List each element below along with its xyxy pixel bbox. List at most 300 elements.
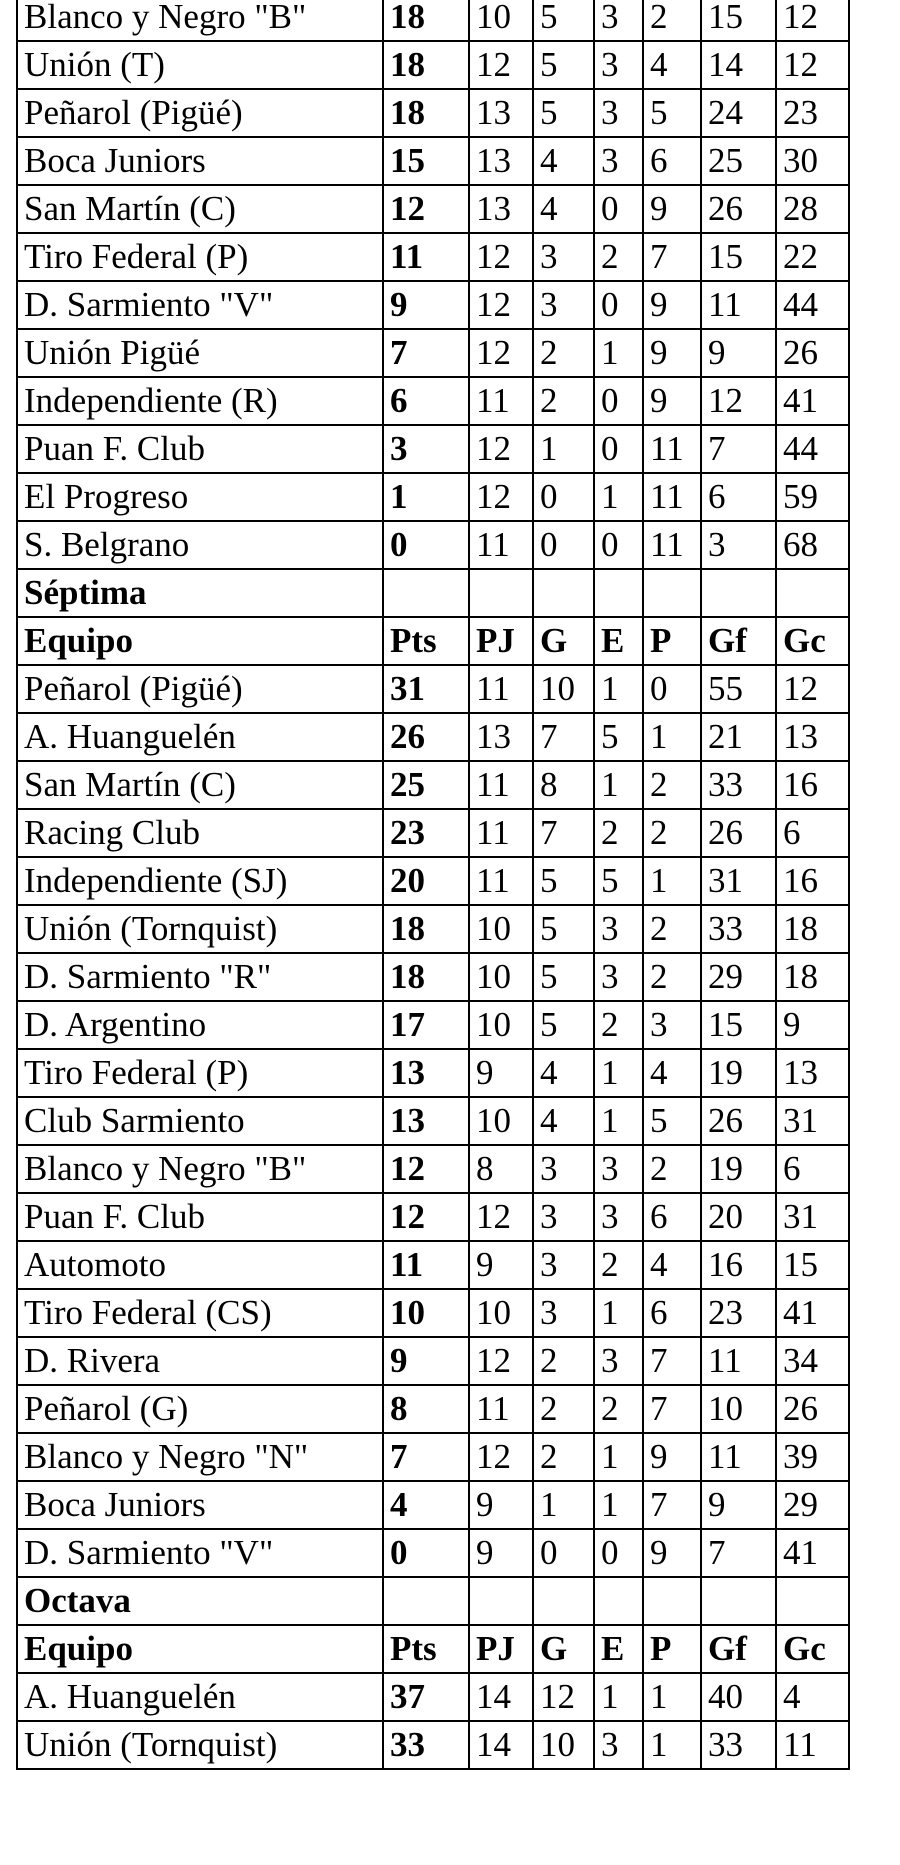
- cell-pts: 7: [383, 1433, 469, 1481]
- cell-p: 2: [643, 905, 701, 953]
- cell-e: 0: [594, 377, 643, 425]
- cell-p: 9: [643, 377, 701, 425]
- cell-gc: 12: [776, 41, 849, 89]
- table-row: [17, 1097, 849, 1145]
- cell-p: 9: [643, 185, 701, 233]
- table-row: [17, 1433, 849, 1481]
- cell-e: 1: [594, 665, 643, 713]
- table-row: [17, 1001, 849, 1049]
- cell-p: 9: [643, 329, 701, 377]
- cell-e: 3: [594, 905, 643, 953]
- cell-g: 7: [533, 713, 594, 761]
- cell-team: San Martín (C): [17, 761, 383, 809]
- cell-team: Automoto: [17, 1241, 383, 1289]
- cell-pj: 10: [469, 905, 533, 953]
- column-header-gc: Gc: [776, 1625, 849, 1673]
- cell-gc: 12: [776, 0, 849, 41]
- cell-gc: 12: [776, 665, 849, 713]
- cell-gf: 3: [701, 521, 776, 569]
- cell-pj: 11: [469, 521, 533, 569]
- cell-gf: 19: [701, 1145, 776, 1193]
- cell-team: Independiente (SJ): [17, 857, 383, 905]
- table-row: [17, 89, 849, 137]
- cell-e: 1: [594, 1433, 643, 1481]
- cell-gc: 31: [776, 1097, 849, 1145]
- cell-pj: 12: [469, 1337, 533, 1385]
- cell-pj: 9: [469, 1241, 533, 1289]
- table-row: [17, 1385, 849, 1433]
- cell-gf: 15: [701, 233, 776, 281]
- cell-e: 3: [594, 1193, 643, 1241]
- cell-gc: 15: [776, 1241, 849, 1289]
- cell-e: 0: [594, 521, 643, 569]
- cell-gf: 23: [701, 1289, 776, 1337]
- table-row: [17, 953, 849, 1001]
- cell-gf: 19: [701, 1049, 776, 1097]
- cell-pj: 12: [469, 473, 533, 521]
- column-header-gf: Gf: [701, 617, 776, 665]
- cell-p: 7: [643, 1337, 701, 1385]
- cell-pts: 18: [383, 953, 469, 1001]
- cell-g: 2: [533, 1337, 594, 1385]
- cell-g: 5: [533, 1001, 594, 1049]
- cell-pj: 10: [469, 1001, 533, 1049]
- cell-e: 1: [594, 1289, 643, 1337]
- cell-team: Racing Club: [17, 809, 383, 857]
- cell-pj: 9: [469, 1529, 533, 1577]
- cell-pts: 20: [383, 857, 469, 905]
- column-header-g: G: [533, 617, 594, 665]
- table-row: [17, 665, 849, 713]
- cell-p: 2: [643, 1145, 701, 1193]
- cell-p: 5: [643, 89, 701, 137]
- cell-g: 3: [533, 233, 594, 281]
- cell-e: 1: [594, 1049, 643, 1097]
- cell-pj: 13: [469, 185, 533, 233]
- empty-cell: [594, 569, 643, 617]
- cell-pts: 11: [383, 1241, 469, 1289]
- cell-e: 1: [594, 761, 643, 809]
- cell-e: 2: [594, 1241, 643, 1289]
- empty-cell: [383, 1577, 469, 1625]
- cell-gc: 6: [776, 809, 849, 857]
- empty-cell: [701, 1577, 776, 1625]
- cell-team: A. Huanguelén: [17, 1673, 383, 1721]
- cell-p: 7: [643, 233, 701, 281]
- table-row: [17, 185, 849, 233]
- cell-pts: 18: [383, 89, 469, 137]
- cell-g: 1: [533, 425, 594, 473]
- cell-e: 3: [594, 1145, 643, 1193]
- cell-pts: 11: [383, 233, 469, 281]
- empty-cell: [643, 1577, 701, 1625]
- cell-team: Club Sarmiento: [17, 1097, 383, 1145]
- table-row: [17, 281, 849, 329]
- cell-pj: 11: [469, 761, 533, 809]
- table-row: [17, 137, 849, 185]
- cell-g: 0: [533, 521, 594, 569]
- cell-team: Blanco y Negro "B": [17, 0, 383, 41]
- table-row: [17, 473, 849, 521]
- cell-team: D. Sarmiento "V": [17, 281, 383, 329]
- cell-gc: 22: [776, 233, 849, 281]
- cell-pts: 4: [383, 1481, 469, 1529]
- cell-p: 3: [643, 1001, 701, 1049]
- cell-pts: 18: [383, 905, 469, 953]
- cell-gc: 44: [776, 281, 849, 329]
- cell-g: 4: [533, 185, 594, 233]
- column-header-pts: Pts: [383, 617, 469, 665]
- cell-e: 5: [594, 857, 643, 905]
- cell-gf: 31: [701, 857, 776, 905]
- cell-team: D. Sarmiento "R": [17, 953, 383, 1001]
- cell-gf: 26: [701, 185, 776, 233]
- cell-p: 1: [643, 713, 701, 761]
- cell-team: Unión (Tornquist): [17, 1721, 383, 1769]
- cell-pts: 7: [383, 329, 469, 377]
- column-header-gc: Gc: [776, 617, 849, 665]
- cell-team: D. Argentino: [17, 1001, 383, 1049]
- cell-pts: 37: [383, 1673, 469, 1721]
- cell-gc: 39: [776, 1433, 849, 1481]
- cell-g: 10: [533, 1721, 594, 1769]
- empty-cell: [469, 1577, 533, 1625]
- cell-gf: 14: [701, 41, 776, 89]
- cell-pj: 10: [469, 0, 533, 41]
- cell-pts: 9: [383, 1337, 469, 1385]
- cell-team: Boca Juniors: [17, 1481, 383, 1529]
- cell-gc: 13: [776, 713, 849, 761]
- empty-cell: [594, 1577, 643, 1625]
- cell-p: 0: [643, 665, 701, 713]
- table-row: [17, 1145, 849, 1193]
- cell-team: Boca Juniors: [17, 137, 383, 185]
- cell-p: 4: [643, 41, 701, 89]
- table-row: [17, 41, 849, 89]
- empty-cell: [469, 569, 533, 617]
- cell-pts: 8: [383, 1385, 469, 1433]
- table-row: [17, 1721, 849, 1769]
- cell-pts: 0: [383, 1529, 469, 1577]
- table-row: [17, 1673, 849, 1721]
- cell-pj: 12: [469, 233, 533, 281]
- cell-gc: 9: [776, 1001, 849, 1049]
- empty-cell: [533, 569, 594, 617]
- cell-gc: 18: [776, 905, 849, 953]
- cell-pj: 8: [469, 1145, 533, 1193]
- cell-team: Blanco y Negro "B": [17, 1145, 383, 1193]
- cell-pts: 12: [383, 1145, 469, 1193]
- empty-cell: [776, 1577, 849, 1625]
- column-header-e: E: [594, 1625, 643, 1673]
- cell-team: Peñarol (Pigüé): [17, 89, 383, 137]
- cell-gf: 55: [701, 665, 776, 713]
- cell-pj: 12: [469, 425, 533, 473]
- table-row: [17, 1289, 849, 1337]
- cell-team: Blanco y Negro "N": [17, 1433, 383, 1481]
- cell-gc: 16: [776, 761, 849, 809]
- cell-gf: 6: [701, 473, 776, 521]
- cell-gf: 33: [701, 761, 776, 809]
- cell-gc: 59: [776, 473, 849, 521]
- cell-p: 4: [643, 1241, 701, 1289]
- cell-gc: 30: [776, 137, 849, 185]
- cell-team: Independiente (R): [17, 377, 383, 425]
- table-row: [17, 857, 849, 905]
- cell-team: S. Belgrano: [17, 521, 383, 569]
- cell-gc: 6: [776, 1145, 849, 1193]
- column-header-team: Equipo: [17, 1625, 383, 1673]
- standings-table: [16, 0, 850, 1770]
- cell-e: 2: [594, 1001, 643, 1049]
- cell-p: 1: [643, 1721, 701, 1769]
- cell-pts: 18: [383, 0, 469, 41]
- cell-p: 1: [643, 857, 701, 905]
- table-row: [17, 1049, 849, 1097]
- cell-gc: 23: [776, 89, 849, 137]
- cell-g: 3: [533, 1193, 594, 1241]
- cell-g: 5: [533, 0, 594, 41]
- cell-p: 7: [643, 1481, 701, 1529]
- cell-e: 2: [594, 809, 643, 857]
- cell-p: 11: [643, 425, 701, 473]
- header-row: [17, 617, 849, 665]
- empty-cell: [701, 569, 776, 617]
- cell-team: El Progreso: [17, 473, 383, 521]
- cell-g: 4: [533, 1049, 594, 1097]
- cell-g: 1: [533, 1481, 594, 1529]
- cell-gc: 4: [776, 1673, 849, 1721]
- cell-pj: 12: [469, 281, 533, 329]
- cell-e: 3: [594, 953, 643, 1001]
- column-header-p: P: [643, 617, 701, 665]
- cell-gf: 11: [701, 1433, 776, 1481]
- cell-e: 1: [594, 1097, 643, 1145]
- empty-cell: [776, 569, 849, 617]
- cell-gf: 16: [701, 1241, 776, 1289]
- cell-gf: 40: [701, 1673, 776, 1721]
- cell-gc: 11: [776, 1721, 849, 1769]
- cell-gf: 20: [701, 1193, 776, 1241]
- column-header-pts: Pts: [383, 1625, 469, 1673]
- cell-p: 6: [643, 1289, 701, 1337]
- cell-gf: 15: [701, 0, 776, 41]
- cell-gf: 24: [701, 89, 776, 137]
- section-title: Séptima: [17, 569, 383, 617]
- cell-team: Tiro Federal (P): [17, 233, 383, 281]
- table-row: [17, 761, 849, 809]
- cell-team: Unión Pigüé: [17, 329, 383, 377]
- cell-pts: 18: [383, 41, 469, 89]
- cell-gf: 9: [701, 1481, 776, 1529]
- cell-p: 9: [643, 1529, 701, 1577]
- table-row: [17, 1529, 849, 1577]
- cell-pts: 17: [383, 1001, 469, 1049]
- cell-gc: 13: [776, 1049, 849, 1097]
- cell-e: 3: [594, 1721, 643, 1769]
- table-row: [17, 1193, 849, 1241]
- cell-team: Puan F. Club: [17, 1193, 383, 1241]
- cell-gf: 21: [701, 713, 776, 761]
- column-header-pj: PJ: [469, 1625, 533, 1673]
- section-title: Octava: [17, 1577, 383, 1625]
- cell-e: 2: [594, 1385, 643, 1433]
- cell-gc: 28: [776, 185, 849, 233]
- table-row: [17, 809, 849, 857]
- cell-team: Unión (Tornquist): [17, 905, 383, 953]
- cell-gc: 31: [776, 1193, 849, 1241]
- cell-pj: 13: [469, 137, 533, 185]
- cell-gc: 41: [776, 1529, 849, 1577]
- cell-team: Peñarol (Pigüé): [17, 665, 383, 713]
- cell-pts: 6: [383, 377, 469, 425]
- cell-p: 2: [643, 953, 701, 1001]
- cell-p: 1: [643, 1673, 701, 1721]
- cell-gf: 15: [701, 1001, 776, 1049]
- cell-gf: 11: [701, 1337, 776, 1385]
- standings-table-body: [17, 0, 849, 1769]
- cell-e: 2: [594, 233, 643, 281]
- cell-pj: 14: [469, 1721, 533, 1769]
- empty-cell: [383, 569, 469, 617]
- cell-e: 3: [594, 137, 643, 185]
- cell-e: 3: [594, 41, 643, 89]
- cell-e: 3: [594, 1337, 643, 1385]
- table-row: [17, 521, 849, 569]
- cell-team: Puan F. Club: [17, 425, 383, 473]
- column-header-p: P: [643, 1625, 701, 1673]
- cell-p: 11: [643, 521, 701, 569]
- cell-pj: 10: [469, 1097, 533, 1145]
- cell-gf: 9: [701, 329, 776, 377]
- cell-gf: 7: [701, 425, 776, 473]
- cell-pj: 11: [469, 1385, 533, 1433]
- section-row: [17, 569, 849, 617]
- cell-pj: 11: [469, 857, 533, 905]
- cell-team: D. Rivera: [17, 1337, 383, 1385]
- cell-g: 5: [533, 89, 594, 137]
- cell-e: 0: [594, 1529, 643, 1577]
- cell-pts: 25: [383, 761, 469, 809]
- cell-gc: 68: [776, 521, 849, 569]
- cell-pj: 13: [469, 89, 533, 137]
- cell-p: 9: [643, 281, 701, 329]
- cell-e: 0: [594, 185, 643, 233]
- cell-gf: 7: [701, 1529, 776, 1577]
- cell-pj: 13: [469, 713, 533, 761]
- cell-e: 1: [594, 473, 643, 521]
- cell-e: 3: [594, 89, 643, 137]
- column-header-gf: Gf: [701, 1625, 776, 1673]
- cell-g: 3: [533, 281, 594, 329]
- cell-e: 5: [594, 713, 643, 761]
- cell-pts: 12: [383, 185, 469, 233]
- cell-g: 5: [533, 41, 594, 89]
- empty-cell: [643, 569, 701, 617]
- cell-gc: 29: [776, 1481, 849, 1529]
- table-row: [17, 1241, 849, 1289]
- table-row: [17, 713, 849, 761]
- header-row: [17, 1625, 849, 1673]
- cell-gf: 10: [701, 1385, 776, 1433]
- cell-g: 10: [533, 665, 594, 713]
- column-header-team: Equipo: [17, 617, 383, 665]
- cell-g: 3: [533, 1241, 594, 1289]
- cell-p: 2: [643, 761, 701, 809]
- cell-gc: 41: [776, 377, 849, 425]
- cell-e: 1: [594, 329, 643, 377]
- cell-pts: 15: [383, 137, 469, 185]
- cell-gf: 26: [701, 809, 776, 857]
- cell-pts: 33: [383, 1721, 469, 1769]
- cell-team: D. Sarmiento "V": [17, 1529, 383, 1577]
- cell-pj: 12: [469, 1193, 533, 1241]
- cell-pj: 12: [469, 1433, 533, 1481]
- cell-p: 7: [643, 1385, 701, 1433]
- cell-gf: 26: [701, 1097, 776, 1145]
- table-row: [17, 377, 849, 425]
- cell-p: 6: [643, 1193, 701, 1241]
- cell-g: 5: [533, 905, 594, 953]
- cell-pj: 11: [469, 665, 533, 713]
- table-row: [17, 1481, 849, 1529]
- cell-g: 0: [533, 1529, 594, 1577]
- cell-pts: 0: [383, 521, 469, 569]
- cell-gc: 18: [776, 953, 849, 1001]
- cell-pts: 9: [383, 281, 469, 329]
- cell-team: A. Huanguelén: [17, 713, 383, 761]
- table-row: [17, 905, 849, 953]
- cell-gc: 41: [776, 1289, 849, 1337]
- cell-pj: 9: [469, 1481, 533, 1529]
- cell-pj: 9: [469, 1049, 533, 1097]
- cell-g: 2: [533, 377, 594, 425]
- cell-e: 1: [594, 1673, 643, 1721]
- column-header-g: G: [533, 1625, 594, 1673]
- table-row: [17, 425, 849, 473]
- cell-e: 3: [594, 0, 643, 41]
- cell-g: 0: [533, 473, 594, 521]
- cell-pj: 10: [469, 1289, 533, 1337]
- cell-g: 7: [533, 809, 594, 857]
- cell-p: 5: [643, 1097, 701, 1145]
- cell-pj: 11: [469, 377, 533, 425]
- cell-team: Peñarol (G): [17, 1385, 383, 1433]
- cell-pj: 10: [469, 953, 533, 1001]
- cell-pts: 23: [383, 809, 469, 857]
- cell-pj: 12: [469, 41, 533, 89]
- cell-g: 12: [533, 1673, 594, 1721]
- cell-p: 2: [643, 0, 701, 41]
- table-row: [17, 329, 849, 377]
- cell-g: 4: [533, 1097, 594, 1145]
- cell-p: 11: [643, 473, 701, 521]
- cell-gc: 26: [776, 1385, 849, 1433]
- cell-g: 8: [533, 761, 594, 809]
- cell-e: 0: [594, 425, 643, 473]
- cell-e: 0: [594, 281, 643, 329]
- cell-gc: 26: [776, 329, 849, 377]
- cell-g: 2: [533, 1433, 594, 1481]
- cell-gf: 12: [701, 377, 776, 425]
- cell-g: 2: [533, 329, 594, 377]
- cell-gc: 16: [776, 857, 849, 905]
- cell-g: 5: [533, 857, 594, 905]
- cell-p: 9: [643, 1433, 701, 1481]
- cell-g: 2: [533, 1385, 594, 1433]
- cell-e: 1: [594, 1481, 643, 1529]
- cell-pts: 10: [383, 1289, 469, 1337]
